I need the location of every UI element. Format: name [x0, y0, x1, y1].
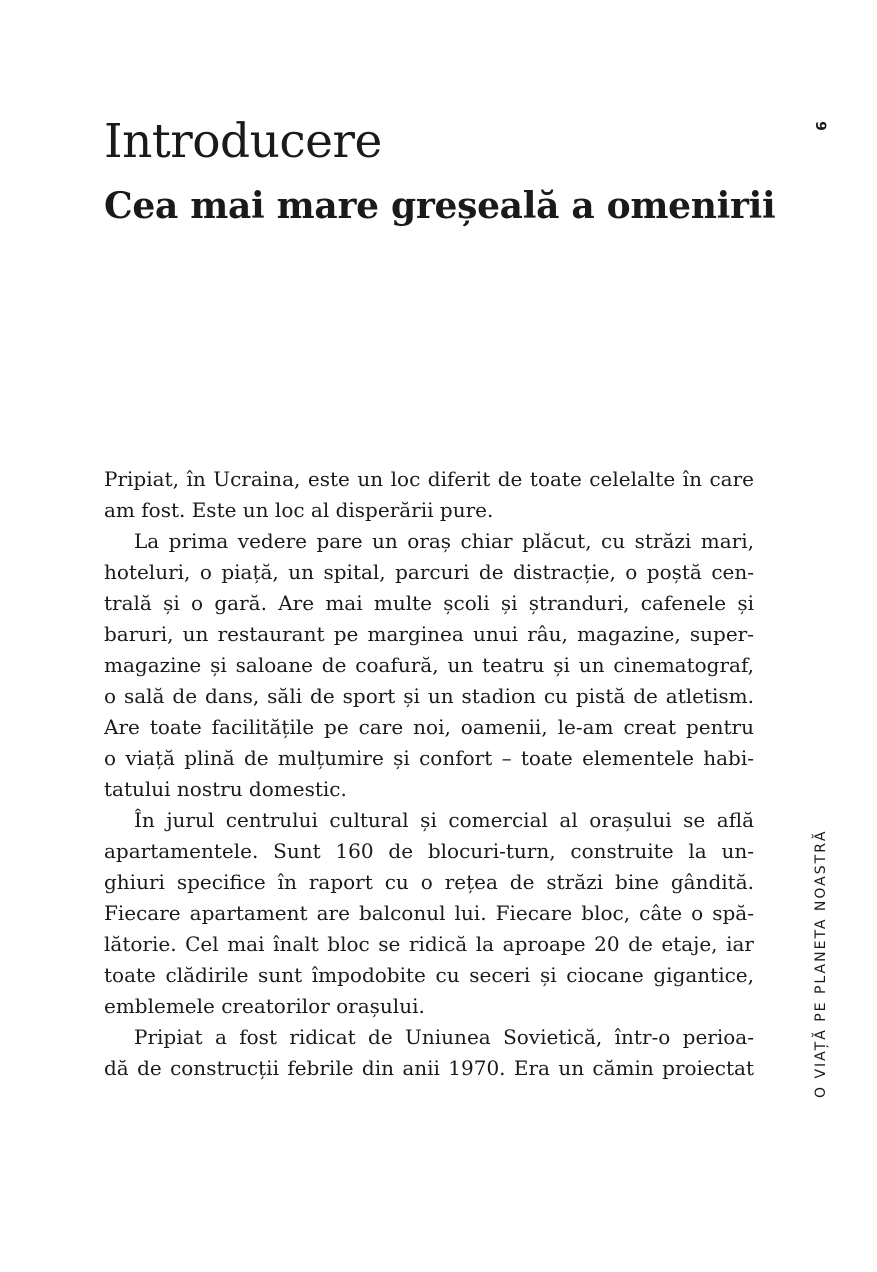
text-line: am fost. Este un loc al disperării pure. — [104, 498, 494, 522]
text-line: o viață plină de mulțumire și confort – toate elementele habi- — [104, 746, 754, 770]
text-line: trală și o gară. Are mai multe școli și ștranduri, cafenele și — [104, 591, 754, 615]
text-line: apartamentele. Sunt 160 de blocuri-turn, construite la un- — [104, 839, 754, 863]
text-line: magazine și saloane de coafură, un teatru și un cinematograf, — [104, 653, 754, 677]
text-line: o sală de dans, săli de sport și un stadion cu pistă de atletism. — [104, 684, 754, 708]
text-line: În jurul centrului cultural și comercial al orașului se află — [134, 808, 754, 832]
text-line: Pripiat, în Ucraina, este un loc diferit de toate celelalte în care — [104, 467, 754, 491]
text-line: dă de construcții febrile din anii 1970. Era un cămin proiectat — [104, 1056, 754, 1080]
text-line: emblemele creatorilor orașului. — [104, 994, 425, 1018]
chapter-title: Introducere — [104, 114, 382, 169]
text-line: Pripiat a fost ridicat de Uniunea Sovietică, într-o perioa- — [134, 1025, 754, 1049]
body-text — [104, 464, 754, 1084]
text-line: ghiuri specifice în raport cu o rețea de străzi bine gândită. — [104, 870, 754, 894]
chapter-subtitle: Cea mai mare greșeală a omenirii — [104, 185, 776, 227]
text-line: toate clădirile sunt împodobite cu seceri și ciocane gigantice, — [104, 963, 754, 987]
page-number: 9 — [812, 121, 828, 131]
text-line: lătorie. Cel mai înalt bloc se ridică la aproape 20 de etaje, iar — [104, 932, 754, 956]
text-line: hoteluri, o piață, un spital, parcuri de distracție, o poștă cen- — [104, 560, 754, 584]
text-line: baruri, un restaurant pe marginea unui râu, magazine, super- — [104, 622, 754, 646]
text-line: tatului nostru domestic. — [104, 777, 347, 801]
text-line: Are toate facilitățile pe care noi, oamenii, le-am creat pentru — [104, 715, 754, 739]
text-line: Fiecare apartament are balconul lui. Fiecare bloc, câte o spă- — [104, 901, 754, 925]
running-header: O VIAȚĂ PE PLANETA NOASTRĂ — [813, 829, 829, 1098]
text-line: La prima vedere pare un oraș chiar plăcut, cu străzi mari, — [134, 529, 754, 553]
